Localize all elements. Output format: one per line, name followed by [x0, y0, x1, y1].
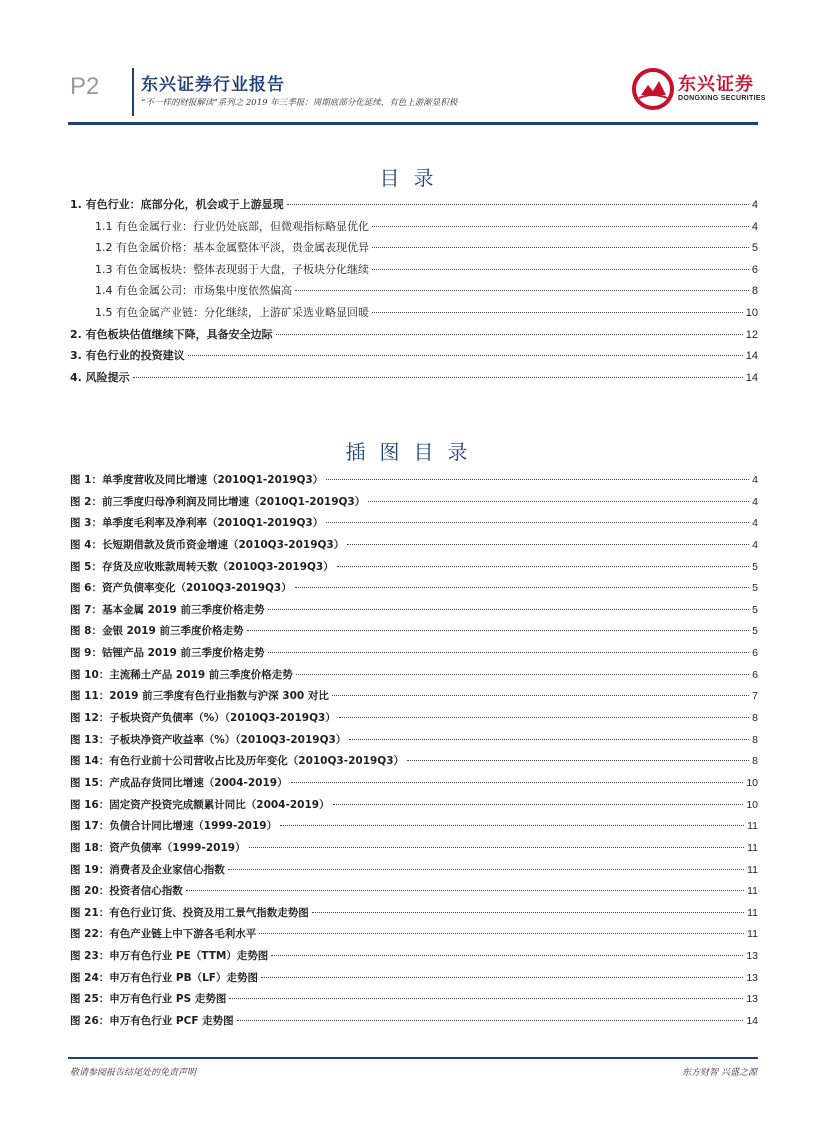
figure-entry-title: 图 17：负债合计同比增速（1999-2019）	[70, 820, 278, 833]
dot-leader	[133, 377, 743, 378]
table-of-contents	[70, 196, 758, 390]
figure-entry-page: 11	[747, 906, 758, 919]
figure-entry-page: 4	[752, 538, 758, 551]
toc-entry-title: 1.5 有色金属产业链：分化继续，上游矿采选业略显回暖	[95, 305, 369, 319]
figure-entry[interactable]	[70, 667, 758, 689]
figure-entry[interactable]	[70, 883, 758, 905]
toc-entry[interactable]	[70, 218, 758, 240]
toc-entry-title: 4. 风险提示	[70, 370, 130, 384]
footer-slogan: 东方财智 兴盛之源	[682, 1068, 757, 1078]
figure-entry-title: 图 21：有色行业订货、投资及用工景气指数走势图	[70, 906, 309, 919]
figure-entry[interactable]	[70, 905, 758, 927]
logo-text-cn: 东兴证券	[678, 74, 754, 95]
figure-entry-title: 图 5：存货及应收账款周转天数（2010Q3-2019Q3）	[70, 560, 334, 573]
toc-entry-page: 4	[751, 220, 758, 233]
figure-entry-title: 图 6：资产负债率变化（2010Q3-2019Q3）	[70, 582, 292, 595]
dot-leader	[333, 804, 744, 805]
figure-entry-page: 11	[747, 928, 758, 941]
figure-entry-page: 5	[752, 560, 758, 573]
toc-entry[interactable]	[70, 347, 758, 369]
figure-entry[interactable]	[70, 1013, 758, 1035]
figure-entry[interactable]	[70, 840, 758, 862]
figure-entry-title: 图 18：资产负债率（1999-2019）	[70, 841, 246, 854]
dot-leader	[295, 587, 749, 588]
dot-leader	[249, 847, 745, 848]
figure-entry[interactable]	[70, 710, 758, 732]
dot-leader	[347, 544, 749, 545]
figure-entry[interactable]	[70, 797, 758, 819]
report-brand-title: 东兴证券行业报告	[141, 75, 285, 95]
figure-entry[interactable]	[70, 688, 758, 710]
dot-leader	[268, 609, 750, 610]
dot-leader	[228, 869, 744, 870]
figure-entry-title: 图 22：有色产业链上中下游各毛利水平	[70, 928, 257, 941]
toc-entry-page: 14	[745, 371, 758, 384]
dot-leader	[339, 717, 749, 718]
figure-entry-page: 13	[746, 993, 758, 1006]
toc-entry-page: 12	[745, 328, 758, 341]
figure-entry-title: 图 3：单季度毛利率及净利率（2010Q1-2019Q3）	[70, 517, 324, 530]
dot-leader	[229, 998, 743, 999]
dot-leader	[186, 890, 744, 891]
dot-leader	[332, 695, 749, 696]
figure-entry[interactable]	[70, 753, 758, 775]
dot-leader	[291, 782, 744, 783]
figure-entry-title: 图 11：2019 前三季度有色行业指数与沪深 300 对比	[70, 690, 329, 703]
figure-entry[interactable]	[70, 602, 758, 624]
company-logo	[632, 66, 766, 114]
page-number: P2	[70, 73, 100, 100]
figure-entry-page: 5	[752, 625, 758, 638]
figure-entry-page: 10	[746, 776, 758, 789]
figure-entry-page: 4	[752, 495, 758, 508]
dot-leader	[407, 760, 749, 761]
figure-entry[interactable]	[70, 732, 758, 754]
figure-entry[interactable]	[70, 862, 758, 884]
toc-entry[interactable]	[70, 326, 758, 348]
toc-entry-title: 1.1 有色金属行业：行业仍处底部，但微观指标略显优化	[95, 219, 369, 233]
toc-entry[interactable]	[70, 282, 758, 304]
figure-entry-title: 图 1：单季度营收及同比增速（2010Q1-2019Q3）	[70, 474, 324, 486]
dot-leader	[247, 630, 750, 631]
figure-entry[interactable]	[70, 645, 758, 667]
figure-entry-page: 7	[752, 690, 758, 703]
toc-entry-page: 14	[745, 350, 758, 363]
dot-leader	[287, 204, 749, 205]
figure-entry-page: 13	[746, 971, 758, 984]
figure-entry[interactable]	[70, 580, 758, 602]
figure-entry-title: 图 8：金银 2019 前三季度价格走势	[70, 625, 244, 638]
dot-leader	[372, 269, 749, 270]
figure-entry-page: 5	[752, 603, 758, 616]
header-rule	[68, 122, 758, 125]
dot-leader	[188, 355, 743, 356]
dot-leader	[271, 955, 743, 956]
figure-entry-page: 6	[752, 668, 758, 681]
figure-entry-title: 图 15：产成品存货同比增速（2004-2019）	[70, 776, 288, 789]
figure-entry-title: 图 26：申万有色行业 PCF 走势图	[70, 1015, 234, 1028]
figure-entry-page: 8	[752, 712, 758, 725]
figure-entry-title: 图 24：申万有色行业 PB（LF）走势图	[70, 971, 258, 984]
figure-entry-page: 4	[752, 474, 758, 486]
dot-leader	[276, 334, 743, 335]
figure-entry[interactable]	[70, 515, 758, 537]
toc-entry[interactable]	[70, 369, 758, 391]
toc-entry-page: 8	[751, 285, 758, 298]
toc-entry[interactable]	[70, 261, 758, 283]
figure-entry-page: 13	[746, 950, 758, 963]
dot-leader	[326, 479, 749, 480]
figure-entry-page: 4	[752, 517, 758, 530]
figure-entry[interactable]	[70, 926, 758, 948]
figure-entry-title: 图 7：基本金属 2019 前三季度价格走势	[70, 603, 265, 616]
footer-disclaimer: 敬请参阅报告结尾处的免责声明	[70, 1068, 197, 1078]
figure-entry[interactable]	[70, 537, 758, 559]
logo-mark-icon	[632, 68, 674, 110]
header-divider	[132, 68, 134, 116]
logo-text-en: DONGXING SECURITIES	[678, 95, 766, 102]
toc-entry-page: 10	[745, 306, 758, 319]
figure-entry-page: 10	[746, 798, 758, 811]
figure-entry-page: 5	[752, 582, 758, 595]
figure-entry-title: 图 4：长短期借款及货币资金增速（2010Q3-2019Q3）	[70, 538, 345, 551]
toc-entry-page: 5	[751, 242, 758, 255]
footer-rule	[68, 1057, 758, 1059]
dot-leader	[296, 674, 749, 675]
figure-entry-title: 图 20：投资者信心指数	[70, 885, 183, 898]
figure-entry-title: 图 19：消费者及企业家信心指数	[70, 863, 225, 876]
figure-list	[70, 472, 758, 1035]
toc-entry[interactable]	[70, 304, 758, 326]
report-subtitle: “不一样的财报解读”系列之 2019 年三季报：周期底部分化延续，有色上游渐显积极	[141, 98, 458, 108]
figure-entry[interactable]	[70, 623, 758, 645]
dot-leader	[337, 566, 749, 567]
figure-entry-page: 8	[752, 755, 758, 768]
dot-leader	[312, 912, 744, 913]
figure-entry[interactable]	[70, 948, 758, 970]
figure-entry-title: 图 9：钴锂产品 2019 前三季度价格走势	[70, 647, 265, 660]
figure-entry-title: 图 14：有色行业前十公司营收占比及历年变化（2010Q3-2019Q3）	[70, 755, 405, 768]
toc-entry[interactable]	[70, 196, 758, 218]
toc-entry-title: 1.4 有色金属公司：市场集中度依然偏高	[95, 284, 292, 298]
toc-entry-title: 1.3 有色金属板块：整体表现弱于大盘，子板块分化继续	[95, 262, 369, 276]
figure-entry-page: 6	[752, 647, 758, 660]
dot-leader	[372, 312, 743, 313]
figure-entry-page: 11	[747, 820, 758, 833]
figure-entry-page: 14	[746, 1015, 758, 1028]
toc-entry-title: 1.2 有色金属价格：基本金属整体平淡，贵金属表现优异	[95, 241, 369, 255]
figure-entry-page: 11	[747, 885, 758, 898]
figure-entry-title: 图 23：申万有色行业 PE（TTM）走势图	[70, 950, 269, 963]
figure-entry[interactable]	[70, 775, 758, 797]
dot-leader	[268, 652, 750, 653]
dot-leader	[259, 933, 744, 934]
dot-leader	[326, 522, 749, 523]
dot-leader	[372, 247, 749, 248]
dot-leader	[349, 739, 749, 740]
figure-entry-page: 8	[752, 733, 758, 746]
figure-entry[interactable]	[70, 970, 758, 992]
figure-entry-title: 图 12：子板块资产负债率（%）（2010Q3-2019Q3）	[70, 712, 336, 725]
toc-entry-title: 3. 有色行业的投资建议	[70, 349, 185, 363]
toc-entry-title: 1. 有色行业：底部分化，机会或于上游显现	[70, 198, 284, 211]
figure-entry[interactable]	[70, 494, 758, 516]
toc-heading: 目录	[379, 166, 448, 190]
toc-entry-page: 4	[751, 199, 758, 211]
figure-entry-title: 图 13：子板块净资产收益率（%）（2010Q3-2019Q3）	[70, 733, 347, 746]
dot-leader	[295, 290, 749, 291]
toc-entry[interactable]	[70, 239, 758, 261]
figure-entry[interactable]	[70, 472, 758, 494]
figure-entry-page: 11	[747, 841, 758, 854]
figure-entry-title: 图 25：申万有色行业 PS 走势图	[70, 993, 227, 1006]
figure-entry[interactable]	[70, 818, 758, 840]
figure-entry-title: 图 2：前三季度归母净利润及同比增速（2010Q1-2019Q3）	[70, 495, 366, 508]
figure-entry[interactable]	[70, 991, 758, 1013]
figure-list-heading: 插图目录	[345, 440, 482, 464]
dot-leader	[261, 977, 743, 978]
toc-entry-page: 6	[751, 263, 758, 276]
dot-leader	[372, 226, 749, 227]
figure-entry-page: 11	[747, 863, 758, 876]
dot-leader	[237, 1020, 744, 1021]
figure-entry[interactable]	[70, 559, 758, 581]
figure-entry-title: 图 10：主流稀土产品 2019 前三季度价格走势	[70, 668, 293, 681]
dot-leader	[368, 501, 749, 502]
dot-leader	[280, 825, 744, 826]
toc-entry-title: 2. 有色板块估值继续下降，具备安全边际	[70, 327, 273, 341]
figure-entry-title: 图 16：固定资产投资完成额累计同比（2004-2019）	[70, 798, 330, 811]
